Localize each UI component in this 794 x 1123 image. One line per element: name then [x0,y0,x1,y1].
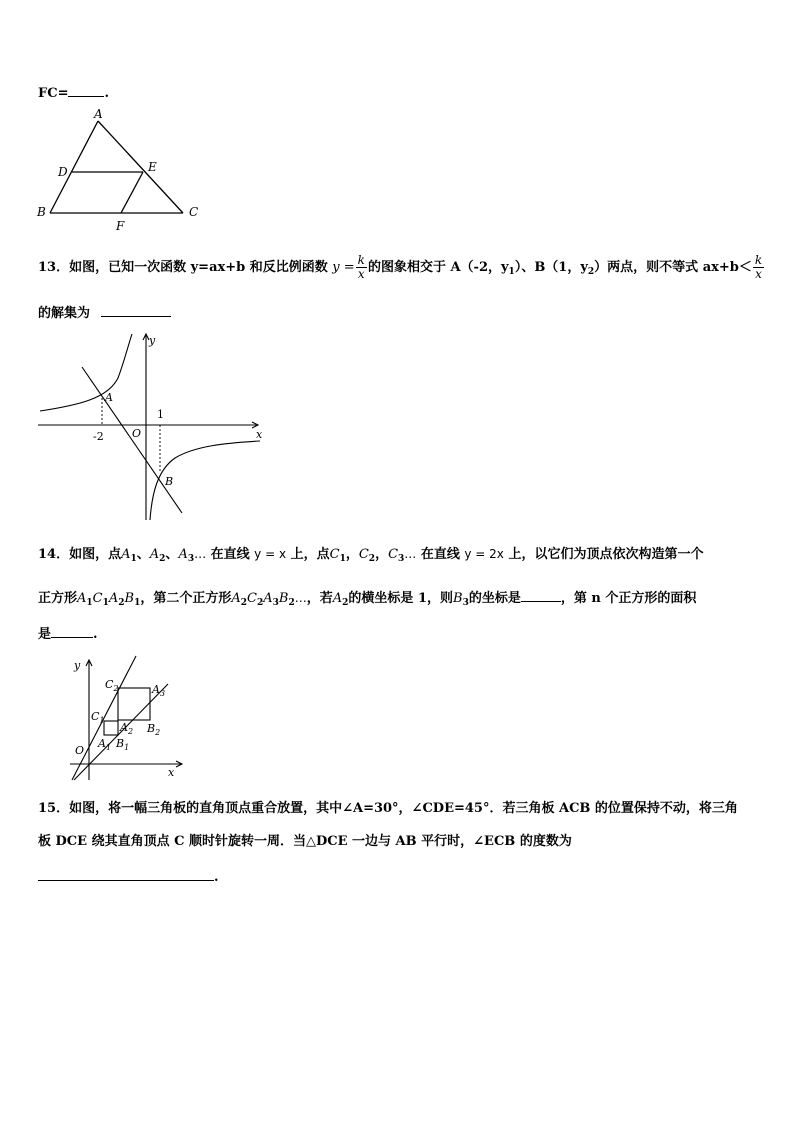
q14-label-b: B [116,737,125,750]
q14-a: A [121,547,131,562]
q14-square-1 [104,721,118,735]
q14-label-b1 [115,737,129,752]
q14-sub: 2 [288,598,295,608]
q13-frac-numerator: k [357,253,365,267]
q14-a: A [231,591,241,606]
q14-sub: 2 [159,554,166,564]
q12-label-a: A [94,107,103,121]
q14-b: B [278,591,289,606]
q14-label-c2 [105,678,119,693]
q13-label-x: x [256,428,263,441]
q14-text-area: ，第 n 个正方形的面积 [560,591,697,606]
q14-label-a1 [97,737,111,752]
q14-sub: 2 [257,598,264,608]
q13-frac-denominator: x [357,267,365,281]
q14-label-a: A [152,683,160,696]
q12-label-e: E [148,160,157,174]
q14-sub: 3 [187,554,195,564]
q14-b: B [124,591,135,606]
q13-frac2-numerator: k [754,253,763,267]
q14-a: A [178,547,188,562]
q12-label-c: C [189,205,199,219]
q13-text-inequality: ）两点，则不等式 ax+b＜ [594,260,752,275]
q14-label-sub: 1 [124,743,130,752]
q14-label-sub: 2 [113,684,119,693]
q14-text-construct: 上，以它们为顶点依次构造第一个 [508,547,704,562]
q14-comma: 、 [136,547,150,562]
q14-text-square: 正方形 [38,591,78,606]
q14-label-b: B [147,722,156,735]
q13-text-intro: 13．如图，已知一次函数 y=ax+b 和反比例函数 [38,260,328,275]
q12-label-f: F [116,219,125,233]
q13-label-b: B [165,475,174,488]
q13-text-solution: 的解集为 [38,306,91,321]
q14-label-c1 [91,710,105,725]
q14-sub: 1 [86,598,93,608]
q14-label-a3 [151,683,165,698]
q15-answer-line [38,866,219,888]
q14-label-sub: 2 [155,728,161,737]
q14-text-is: 是 [38,627,52,642]
q12-label-b: B [37,205,46,219]
q14-sub: 1 [130,554,137,564]
q14-label-y: y [74,659,81,672]
q13-frac2-denominator: x [755,267,762,281]
q13-sub-1: 1 [508,267,515,277]
q14-sub: 2 [342,598,349,608]
q14-text-on-line-2: 在直线 [420,547,460,562]
q12-period: . [104,86,109,101]
q13-text-point-a: 的图象相交于 A（-2，y [367,260,509,275]
q12-label-d: D [58,165,68,179]
q14-c: C [247,591,257,606]
q14-sub: 3 [272,598,279,608]
q14-stem-line1: 14．如图，点$A_1$、$A_2$、$A_3\dots$ 在直线 y = x 上，点$C_1$，$C_2$，$C_3\dots$ 在直线 y = 2x 上，以它们为顶点依次构造第一个 [38,547,704,564]
q14-label-c: C [105,678,114,691]
q14-label-o: O [75,744,85,757]
q14-label-a2 [119,721,133,736]
q14-period: . [93,627,98,642]
q14-a: A [263,591,273,606]
q14-b: B [453,591,463,606]
q14-sub: 2 [240,598,248,608]
q14-sub: 3 [398,554,405,564]
q14-c: C [388,547,399,562]
q15-answer-blank[interactable] [38,866,214,881]
q14-label-sub: 3 [159,689,166,698]
q14-sub: 1 [102,598,109,608]
q14-c: C [92,591,103,606]
q14-text-if: ，若 [306,591,333,606]
q13-label-a: A [105,391,113,404]
q14-text-points-c: 上，点 [290,547,330,562]
q13-label-neg2: -2 [93,430,104,443]
q14-label-sub: 1 [105,743,112,752]
q13-label-one: 1 [157,408,164,421]
q14-label-a: A [98,737,106,750]
q14-text-abscissa: 的横坐标是 1，则 [348,591,453,606]
q14-c: C [358,547,369,562]
q14-dots: … [294,591,307,605]
q14-dots: … [194,547,207,561]
q14-a: A [108,591,119,606]
q14-text-coord: 的坐标是 [468,591,521,606]
q13-label-y: y [149,334,156,347]
q14-sub: 2 [368,554,376,564]
q14-c: C [329,547,340,562]
q14-label-b2 [146,722,160,737]
q14-sub: 3 [462,598,469,608]
q14-text-intro: 14．如图，点 [38,547,122,562]
q14-comma: 、 [165,547,179,562]
q14-label-a: A [120,721,128,734]
q14-a: A [149,547,160,562]
q14-dots: … [404,547,417,561]
q14-a: A [77,591,87,606]
q15-stem-line2: 板 DCE 绕其直角顶点 C 顺时针旋转一周．当△DCE 一边与 AB 平行时，∠ECB 的度数为 [38,834,572,849]
q14-eq-y-x: y = x [254,547,287,561]
q14-a: A [332,591,343,606]
q14-label-c: C [91,710,100,723]
q14-text-second-square: ，第二个正方形 [140,591,232,606]
q13-y-equals: y = [332,260,355,275]
q13-text-point-b: ）、B（1，y [514,260,588,275]
q12-fc-label: FC= [38,86,69,101]
q14-square-2 [118,688,150,720]
q13-sub-2: 2 [587,267,595,277]
q14-text-on-line: 在直线 [210,547,250,562]
q13-label-o: O [132,427,142,440]
q15-stem-line1: 15．如图，将一幅三角板的直角顶点重合放置，其中∠A=30°，∠CDE=45°．若三角板 ACB 的位置保持不动，将三角 [38,801,738,816]
q14-sub: 2 [118,598,125,608]
q14-sub: 1 [339,554,346,564]
q14-eq-y-2x: y = 2x [464,547,504,561]
q14-label-x: x [168,766,175,779]
q14-label-sub: 1 [99,716,105,725]
q14-sub: 1 [134,598,141,608]
q15-period: . [214,870,219,885]
q14-label-sub: 2 [127,727,134,736]
